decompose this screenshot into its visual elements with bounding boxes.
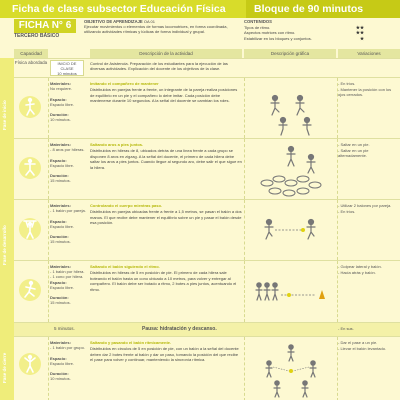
block-label: Bloque de 90 minutos <box>246 0 400 18</box>
capacity-cell <box>14 139 49 199</box>
activity-text: Distribuidos en parejas ubicadas frente a frente a 1,5 metros, se pasan el balón a dos manos. El que recibe debe mantener el equilibrio sobre un pie y pasar el balón desde esa posición. <box>90 209 242 226</box>
materials-value: - 1 balón por grupo. <box>50 345 85 351</box>
materials-cell <box>50 142 86 184</box>
contents-block <box>244 19 394 41</box>
phase-label: Fase de inicio <box>2 100 7 130</box>
star-icon: ★★ <box>355 24 364 30</box>
variants-cell <box>338 264 398 275</box>
space-value: Espacio libre. <box>50 360 75 366</box>
materials-label: Materiales: <box>50 81 71 86</box>
activity-title: Saltando y pasando el balón rítmicamente. <box>90 340 172 345</box>
duration-value: 15 minutos. <box>50 300 71 306</box>
variant-item: - En tríos. <box>338 81 356 86</box>
capacity-cell <box>14 200 49 260</box>
space-label: Espacio: <box>50 279 67 285</box>
graphic-cell <box>244 139 338 199</box>
hoops-illustration <box>245 139 337 199</box>
variant-item: - Dar el pase a un pie. <box>338 340 378 345</box>
ball-icon <box>301 228 305 232</box>
graphic-cell <box>244 261 338 322</box>
materials-label: Materiales: <box>50 203 71 208</box>
objective-label: OBJETIVO DE APRENDIZAJE <box>84 19 143 24</box>
description-cell <box>90 264 242 292</box>
materials-label: Materiales: <box>50 142 71 147</box>
capacity-header: Capacidad Física abordada <box>14 51 48 65</box>
star-icon: ★ <box>359 35 364 41</box>
space-label: Espacio: <box>50 96 67 102</box>
person-icon <box>23 354 37 374</box>
intro-row <box>14 58 400 77</box>
pause-minutes: 5 minutos. <box>54 326 75 331</box>
pause-label: Pausa: hidratación y descanso. <box>142 326 217 332</box>
space-label: Espacio: <box>50 218 67 224</box>
person-icon <box>23 158 37 178</box>
info-section <box>0 18 400 49</box>
ball-icon <box>287 293 291 297</box>
duration-label: Duración: <box>50 234 69 240</box>
duration-label: Duración: <box>50 295 69 301</box>
capacity-cell <box>14 261 49 322</box>
ball-pass-illustration <box>245 200 337 260</box>
person-icon <box>23 97 37 117</box>
content-label: Estabilizar en los bloques y conjuntos. <box>244 35 312 41</box>
activity-text: Distribuidos en hileras de 5 en posición de pie. El primero de cada hilera sale boteando el balón hasta un cono ubicado a 10 metros, para volver y entregar al compañero. El balón debe ser botado a ritmo, 2 botes a pies juntos, acentuando el ritmo. <box>90 270 237 292</box>
objective-text: Ejecutar movimientos o elementos de formas locomotrices, en forma coordinada, utilizando actividades rítmicas y lúdicas de forma individual y grupal. <box>84 24 228 35</box>
content-label: Tipos de ritmo. <box>244 24 271 30</box>
materials-value: - 8 aros por hileras. <box>50 147 85 153</box>
space-value: Espacio libre. <box>50 284 75 290</box>
activity-row <box>14 138 400 199</box>
duration-value: 15 minutos. <box>50 239 71 245</box>
variant-item: - Mantener la posición con los ojos cerrados. <box>338 86 392 98</box>
description-cell <box>90 203 242 226</box>
variant-item: - En tríos. <box>338 208 356 214</box>
weightlifter-icon <box>23 219 37 239</box>
capacity-cell <box>14 337 49 400</box>
duration-value: 10 minutos. <box>50 376 71 382</box>
activity-row <box>14 77 400 138</box>
materials-cell <box>50 81 86 123</box>
objective-code: OA 01 <box>143 19 155 24</box>
materials-cell <box>50 203 86 245</box>
class-start-box <box>50 60 84 76</box>
title-bar <box>0 0 400 18</box>
activity-text: Distribuidos en círculos de 5 en posición de pie, con un balón a la señal del docente deben dar 2 botes frente al balón y dar un paso, tomando la posición del que recibe el pase para volver y continuar, manteniendo la sincronía rítmica. <box>90 346 239 363</box>
star-icon: ★★ <box>355 30 364 36</box>
class-start-line: 10 minutos <box>57 71 77 76</box>
materials-value: No requiere. <box>50 86 73 92</box>
variant-item: - Llevar el balón levantado. <box>338 345 387 351</box>
variants-cell <box>338 203 398 214</box>
duration-label: Duración: <box>50 173 69 179</box>
variants-cell <box>338 340 398 351</box>
materials-value: - 1 balón por pareja. <box>50 208 86 214</box>
space-value: Espacio libre. <box>50 101 75 107</box>
activity-title: Imitando el compañero de mantener <box>90 81 159 86</box>
pairs-illustration <box>245 78 337 138</box>
capacity-cell <box>14 78 49 138</box>
variant-item: - Hacia atrás y balón. <box>338 269 376 275</box>
space-label: Espacio: <box>50 157 67 163</box>
page-title: Ficha de clase subsector Educación Física <box>0 0 246 18</box>
variant-item: - Saltar en un pie. <box>338 142 370 147</box>
variants-header: Variaciones <box>338 49 400 58</box>
phase-label: Fase de cierre <box>2 352 7 383</box>
pause-row <box>14 322 400 336</box>
objective-block <box>84 19 229 35</box>
duration-value: 10 minutos. <box>50 117 71 123</box>
activity-row <box>14 260 400 322</box>
phase-label: Fase de desarrollo <box>2 225 7 265</box>
space-value: Espacio libre. <box>50 162 75 168</box>
description-cell <box>90 142 242 170</box>
duration-value: 15 minutos. <box>50 178 71 184</box>
graphic-cell <box>244 200 338 260</box>
duration-label: Duración: <box>50 371 69 377</box>
description-cell <box>90 340 242 363</box>
ficha-number: FICHA N° 6 <box>14 19 76 33</box>
activity-row <box>14 199 400 260</box>
ball-icon <box>289 369 293 373</box>
relay-illustration <box>245 261 337 322</box>
materials-label: Materiales: <box>50 264 71 269</box>
variant-item: - Golpear lateral y balón. <box>338 264 382 269</box>
materials-value: - 1 balón por hilera. - 1 cono por hilera. <box>50 269 85 280</box>
grade-label: TERCERO BÁSICO <box>14 33 60 39</box>
cone-icon <box>319 290 325 299</box>
contents-label: CONTENIDOS <box>244 19 272 24</box>
pause-variant: - En sus. <box>338 326 354 331</box>
graphic-cell <box>244 78 338 138</box>
graphic-header: Descripción gráfica <box>244 49 336 58</box>
class-start-line: CLASE <box>60 66 74 71</box>
circle-pass-illustration <box>245 337 337 400</box>
variants-cell <box>338 81 398 98</box>
class-start-line: INICIO DE <box>57 61 77 66</box>
duration-label: Duración: <box>50 112 69 118</box>
intro-text: Control de Asistencia. Preparación de los estudiantes para la ejecución de las diversas actividades. Explicación del docente de los objetivos de la clase. <box>90 61 228 72</box>
variant-item: - Saltar en un pie alternadamente. <box>338 147 369 159</box>
activity-row <box>14 336 400 400</box>
graphic-cell <box>244 337 338 400</box>
description-header: Descripción de la actividad <box>90 49 242 58</box>
activity-title: Saltando el balón siguiendo el ritmo. <box>90 264 160 269</box>
activity-text: Distribuidos en parejas frente a frente, un integrante de la pareja realiza posiciones de equilibrio en un pie y el compañero lo debe imitar. Cada posición debe mantenerse durante 10 segundos. A la señal del docente se cambian los roles. <box>90 87 238 104</box>
description-cell <box>90 81 242 104</box>
variant-item: - Utilizar 2 balones por pareja. <box>338 203 392 208</box>
variants-cell <box>338 142 398 159</box>
materials-label: Materiales: <box>50 340 71 345</box>
activity-title: Controlando el cuerpo mientras paso. <box>90 203 163 208</box>
activity-title: Saltando aros a pies juntos. <box>90 142 144 147</box>
content-item <box>244 36 364 42</box>
materials-cell <box>50 264 86 306</box>
content-label: Aspectos motrices con ritmo. <box>244 30 296 36</box>
person-icon <box>23 280 37 300</box>
space-value: Espacio libre. <box>50 223 75 229</box>
space-label: Espacio: <box>50 355 67 361</box>
activity-text: Distribuidos en hileras de 8, ubicados detrás de una línea frente a cada grupo se disponen 8 aros en zigzag. A la señal del docente, el primero de cada hilera debe saltar los aros a pies juntos. Cuando llegue al segundo aro, debe salir el que sigue en la hilera. <box>90 148 242 170</box>
materials-cell <box>50 340 86 382</box>
